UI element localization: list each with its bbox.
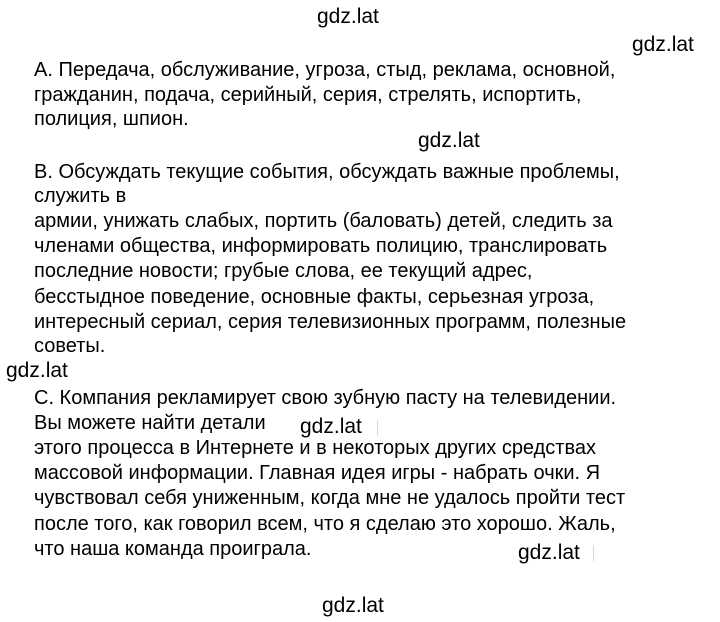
section-a-line: полиция, шпион. <box>34 108 189 130</box>
watermark-after-section-a: gdz.lat <box>418 129 480 152</box>
section-b-line: бесстыдное поведение, основные факты, серьезная угроза, <box>34 286 595 308</box>
section-a-line: А. Передача, обслуживание, угроза, стыд, реклама, основной, <box>34 59 616 81</box>
section-b-line: членами общества, информировать полицию, транслировать <box>34 235 608 257</box>
section-c-line: что наша команда проиграла. <box>34 538 312 560</box>
watermark-inline-c: gdz.lat <box>300 415 362 438</box>
section-c-line: после того, как говорил всем, что я сделаю это хорошо. Жаль, <box>34 513 616 535</box>
section-c-line: С. Компания рекламирует свою зубную пасту на телевидении. <box>34 387 617 409</box>
watermark-top-right: gdz.lat <box>632 33 694 56</box>
section-a-line: гражданин, подача, серийный, серия, стрелять, испортить, <box>34 84 582 106</box>
watermark-top: gdz.lat <box>317 5 379 28</box>
watermark-tick <box>593 545 594 561</box>
watermark-tick <box>377 420 378 436</box>
watermark-bottom-right: gdz.lat <box>518 541 580 564</box>
watermark-left: gdz.lat <box>6 359 68 382</box>
section-c-line: этого процесса в Интернете и в некоторых других средствах <box>34 437 596 459</box>
section-b-line: армии, унижать слабых, портить (баловать) детей, следить за <box>34 210 613 232</box>
section-c-line: чувствовал себя униженным, когда мне не удалось пройти тест <box>34 487 626 509</box>
section-b-line: интересный сериал, серия телевизионных программ, полезные <box>34 311 627 333</box>
section-c-line: массовой информации. Главная идея игры - набрать очки. Я <box>34 462 601 484</box>
section-b-line: последние новости; грубые слова, ее текущий адрес, <box>34 260 533 282</box>
watermark-bottom: gdz.lat <box>322 594 384 617</box>
section-b-line: советы. <box>34 335 106 357</box>
section-b-line: В. Обсуждать текущие события, обсуждать важные проблемы, <box>34 161 620 183</box>
section-b-line: служить в <box>34 185 127 207</box>
section-c-line: Вы можете найти детали <box>34 412 266 434</box>
